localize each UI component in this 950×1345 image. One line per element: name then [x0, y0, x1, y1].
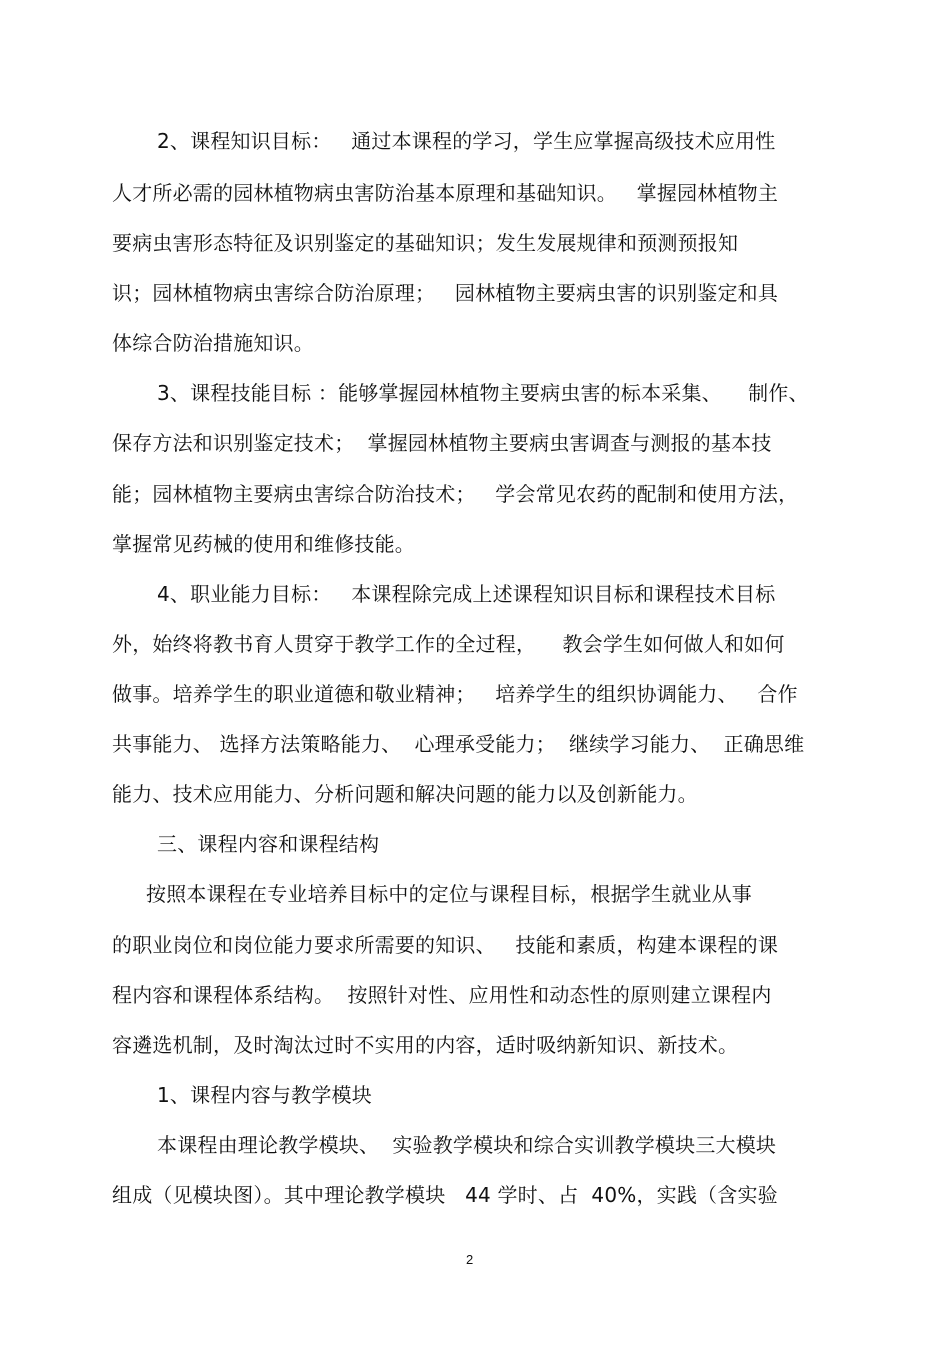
text-line: 共事能力、 选择方法策略能力、 心理承受能力； 继续学习能力、 正确思维	[112, 732, 805, 756]
text-line: 掌握常见药械的使用和维修技能。	[112, 532, 415, 556]
text-line: 3、课程技能目标 ：能够掌握园林植物主要病虫害的标本采集、 制作、	[157, 381, 809, 405]
text-line: 的职业岗位和岗位能力要求所需要的知识、 技能和素质，构建本课程的课	[112, 933, 779, 957]
text-line: 组成（见模块图）。其中理论教学模块 44 学时、占 40%，实践（含实验	[112, 1183, 778, 1207]
text-line: 要病虫害形态特征及识别鉴定的基础知识；发生发展规律和预测预报知	[112, 231, 739, 255]
text-line: 能力、技术应用能力、分析问题和解决问题的能力以及创新能力。	[112, 782, 698, 806]
text-line: 识；园林植物病虫害综合防治原理； 园林植物主要病虫害的识别鉴定和具	[112, 281, 779, 305]
text-line: 保存方法和识别鉴定技术； 掌握园林植物主要病虫害调查与测报的基本技	[112, 431, 772, 455]
text-line: 按照本课程在专业培养目标中的定位与课程目标，根据学生就业从事	[146, 882, 752, 906]
text-line: 体综合防治措施知识。	[112, 331, 314, 355]
text-line: 2、课程知识目标： 通过本课程的学习，学生应掌握高级技术应用性	[157, 129, 776, 153]
text-line: 4、职业能力目标： 本课程除完成上述课程知识目标和课程技术目标	[157, 582, 776, 606]
text-line: 能；园林植物主要病虫害综合防治技术； 学会常见农药的配制和使用方法，	[112, 482, 799, 506]
text-line: 人才所必需的园林植物病虫害防治基本原理和基础知识。 掌握园林植物主	[112, 181, 779, 205]
text-line: 容遴选机制，及时淘汰过时不实用的内容，适时吸纳新知识、新技术。	[112, 1033, 739, 1057]
text-line: 本课程由理论教学模块、 实验教学模块和综合实训教学模块三大模块	[157, 1133, 777, 1157]
subsection-heading: 1、课程内容与教学模块	[157, 1083, 372, 1107]
text-line: 外，始终将教书育人贯穿于教学工作的全过程， 教会学生如何做人和如何	[112, 632, 785, 656]
text-line: 程内容和课程体系结构。 按照针对性、应用性和动态性的原则建立课程内	[112, 983, 772, 1007]
text-line: 做事。培养学生的职业道德和敬业精神； 培养学生的组织协调能力、 合作	[112, 682, 798, 706]
page-number: 2	[466, 1252, 474, 1267]
section-heading: 三、课程内容和课程结构	[157, 832, 380, 856]
